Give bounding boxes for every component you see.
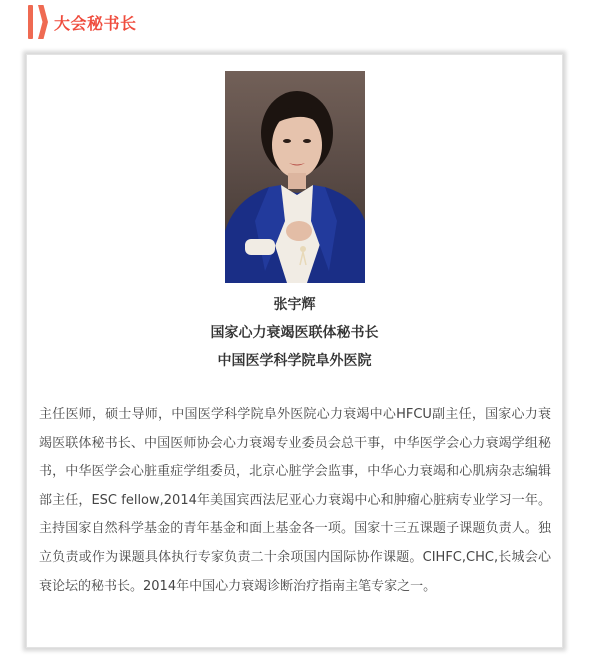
chevron-right-icon <box>38 5 48 39</box>
profile-heading <box>27 291 562 375</box>
person-position: 国家心力衰竭医联体秘书长 <box>210 325 379 341</box>
accent-bar <box>28 5 33 39</box>
profile-photo <box>225 71 365 283</box>
section-title: 大会秘书长 <box>54 13 137 33</box>
profile-card <box>26 54 563 648</box>
person-name: 张宇辉 <box>273 297 316 313</box>
person-institution: 中国医学科学院阜外医院 <box>217 353 372 369</box>
biography-text: 主任医师，硕士导师，中国医学科学院阜外医院心力衰竭中心HFCU副主任，国家心力衰竭医联体秘书长、中国医师协会心力衰竭专业委员会总干事，中华医学会心力衰竭学组秘书，中华医学会心脏重症学组委员，北京心脏学会监事，中华心力衰竭和心肌病杂志编辑部主任，ESC fellow,2014年美国宾西法尼亚心力衰竭中心和肿瘤心脏病专业学习一年。主持国家自然科学基金的青年基金和面上基金各一项。国家十三五课题子课题负责人。独立负责或作为课题具体执行专家负责二十余项国内国际协作课题。CIHFC,CHC,长城会心衰论坛的秘书长。2014年中国心力衰竭诊断治疗指南主笔专家之一。 <box>39 407 551 594</box>
section-header <box>28 4 137 40</box>
